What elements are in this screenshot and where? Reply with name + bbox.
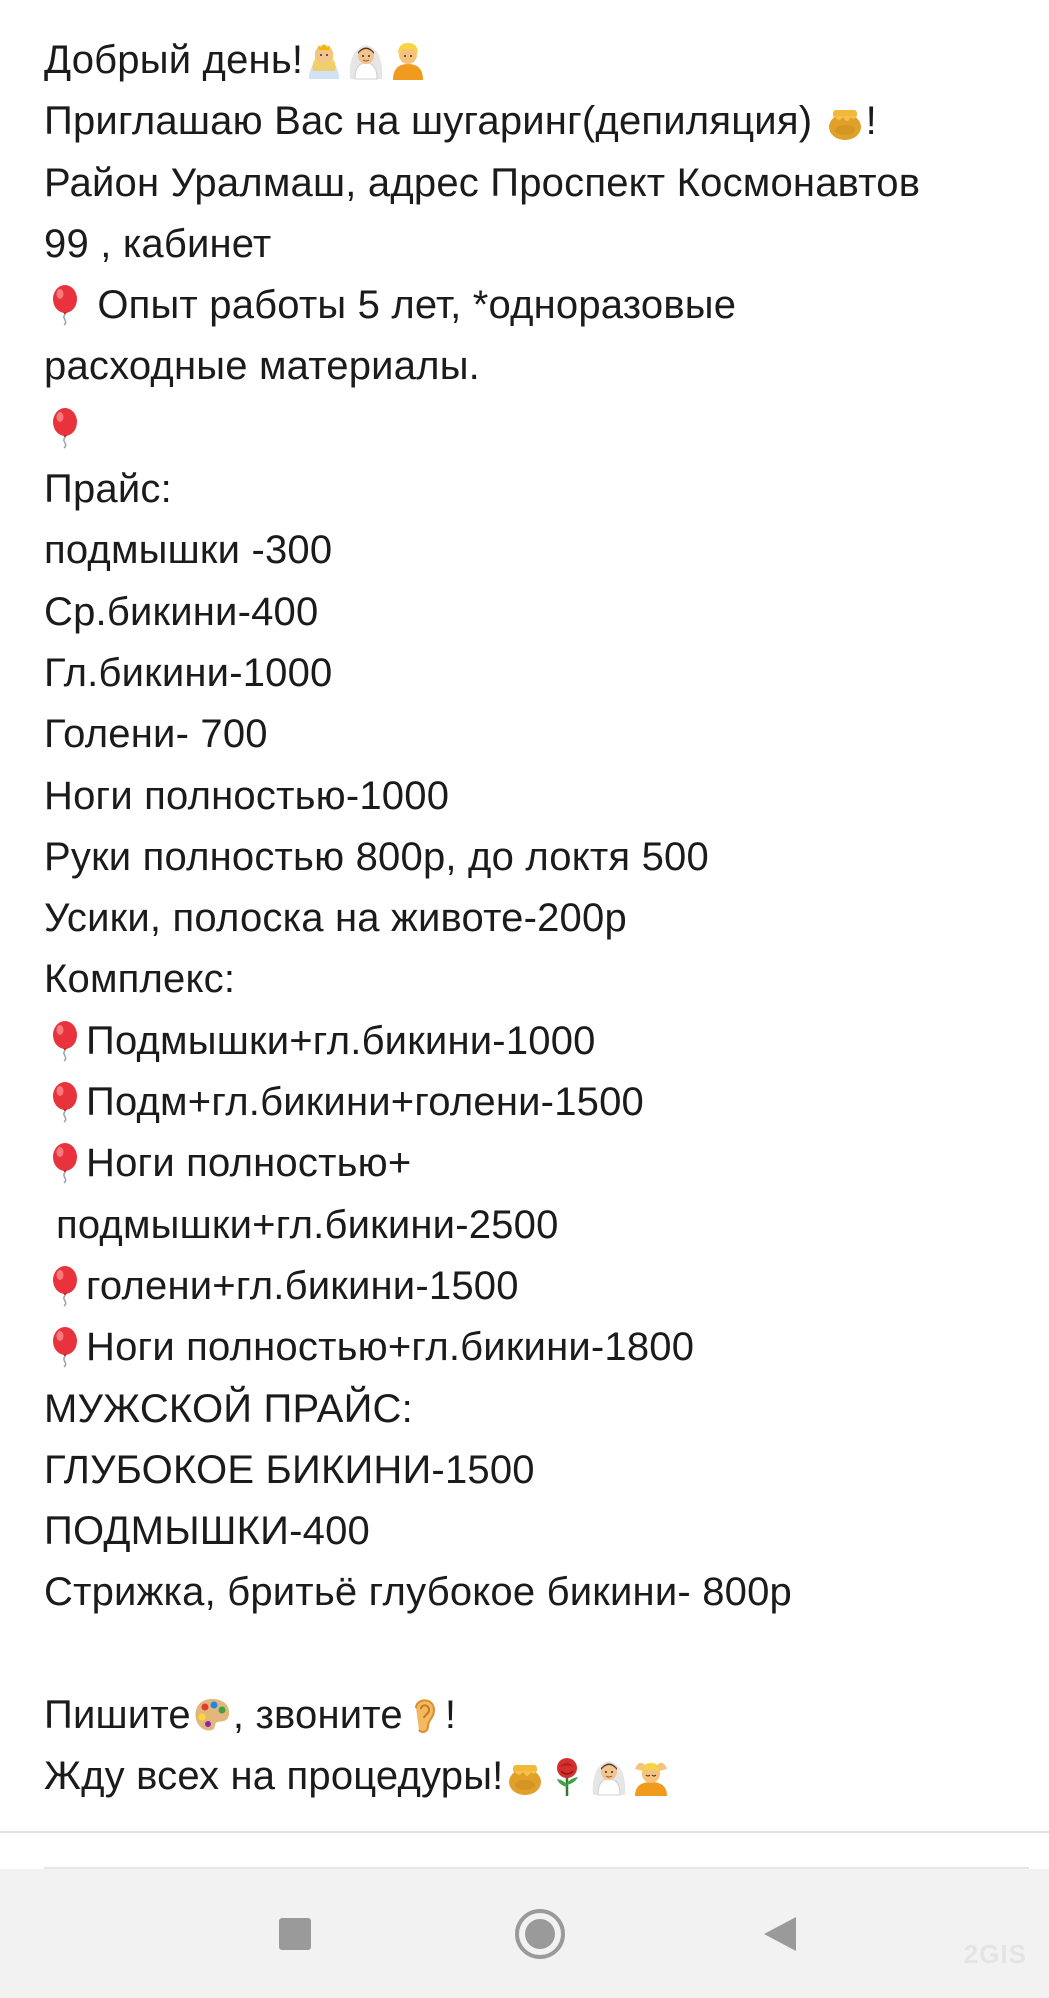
post-line <box>44 704 1034 765</box>
post-line <box>44 30 1034 91</box>
balloon-icon <box>45 1326 85 1368</box>
post-line <box>44 1011 1034 1072</box>
balloon-icon <box>45 407 85 449</box>
post-line-text: Ср.бикини-400 <box>44 589 319 634</box>
post-line <box>44 1440 1034 1501</box>
watermark-2gis: 2GIS <box>963 1939 1027 1969</box>
post-line <box>44 1256 1034 1317</box>
post-line-text: Подмышки+гл.бикини-1000 <box>86 1018 596 1063</box>
post-line-text: Пишите <box>44 1693 191 1738</box>
honey-pot-icon <box>505 1755 545 1797</box>
post-line-text: Прайс: <box>44 467 172 512</box>
post-line-text: Подм+гл.бикини+голени-1500 <box>86 1080 644 1125</box>
balloon-icon <box>45 1020 85 1062</box>
post-line <box>44 1501 1034 1562</box>
post-line <box>44 888 1034 949</box>
post-line-text: Ноги полностью+гл.бикини-1800 <box>86 1325 695 1370</box>
balloon-icon <box>45 1142 85 1184</box>
honey-pot-icon <box>825 100 865 142</box>
post-line-text: подмышки+гл.бикини-2500 <box>56 1202 559 1247</box>
post-line <box>44 1624 1034 1685</box>
person-blond-icon <box>388 39 428 81</box>
post-line-text: МУЖСКОЙ ПРАЙС: <box>44 1386 413 1431</box>
post-line <box>44 520 1034 581</box>
post-line <box>44 1685 1034 1746</box>
post-line-text: Гл.бикини-1000 <box>44 650 333 695</box>
post-line-text: ГЛУБОКОЕ БИКИНИ-1500 <box>44 1447 535 1492</box>
post-line <box>44 1072 1034 1133</box>
post-line <box>44 582 1034 643</box>
bride-icon <box>304 39 344 81</box>
post-line-text: расходные материалы. <box>44 344 480 389</box>
post-line <box>44 1379 1034 1440</box>
post-line-text: Руки полностью 800р, до локтя 500 <box>44 834 709 879</box>
circle-home-icon[interactable] <box>505 1899 575 1969</box>
post-line-text: Голени- 700 <box>44 712 268 757</box>
post-line-text: Опыт работы 5 лет, *одноразовые <box>86 283 737 328</box>
balloon-icon <box>45 1265 85 1307</box>
android-navigation-bar <box>0 1869 1049 1998</box>
artist-palette-icon <box>192 1694 232 1736</box>
post-line-text: , звоните <box>232 1693 403 1738</box>
post-line <box>44 275 1034 336</box>
post-line <box>44 1562 1034 1623</box>
person-massage-icon <box>631 1755 671 1797</box>
post-line-text: ! <box>865 99 877 144</box>
ear-icon <box>404 1694 444 1736</box>
triangle-back-icon[interactable] <box>745 1899 815 1969</box>
post-line <box>44 459 1034 520</box>
post-line <box>44 1317 1034 1378</box>
post-line-text: ПОДМЫШКИ-400 <box>44 1509 370 1554</box>
post-line-text: 99 , кабинет <box>44 221 272 266</box>
balloon-icon <box>45 1081 85 1123</box>
post-line <box>44 643 1034 704</box>
post-line-text: Добрый день! <box>44 38 304 82</box>
post-line <box>44 766 1034 827</box>
post-line <box>44 1133 1034 1194</box>
rose-icon <box>547 1755 587 1797</box>
post-line <box>44 949 1034 1010</box>
post-line <box>44 398 1034 459</box>
post-line-text: Стрижка, бритьё глубокое бикини- 800р <box>44 1570 792 1615</box>
post-line <box>44 214 1034 275</box>
balloon-icon <box>45 284 85 326</box>
post-line <box>44 1195 1034 1256</box>
post-line-text: Ноги полностью+ <box>86 1141 412 1186</box>
post-line <box>44 827 1034 888</box>
post-line-text: подмышки -300 <box>44 528 333 573</box>
post-line-text: Приглашаю Вас на шугаринг(депиляция) <box>44 99 824 144</box>
post-line-text: голени+гл.бикини-1500 <box>86 1263 519 1308</box>
bride-with-veil-icon <box>346 39 386 81</box>
post-body <box>44 30 1034 1808</box>
post-line <box>44 153 1034 214</box>
post-line-text: Комплекс: <box>44 957 236 1002</box>
post-line-text: Усики, полоска на животе-200р <box>44 896 627 941</box>
post-line-text: ! <box>444 1693 457 1738</box>
content-divider <box>0 1831 1049 1833</box>
post-line <box>44 91 1034 152</box>
post-line-text: Жду всех на процедуры! <box>44 1754 504 1799</box>
post-line <box>44 336 1034 397</box>
post-line-text: Ноги полностью-1000 <box>44 773 450 818</box>
post-line <box>44 1746 1034 1807</box>
bride-with-veil-icon <box>589 1755 629 1797</box>
square-recent-apps-icon[interactable] <box>260 1899 330 1969</box>
post-line-text: Район Уралмаш, адрес Проспект Космонавтов <box>44 160 921 205</box>
